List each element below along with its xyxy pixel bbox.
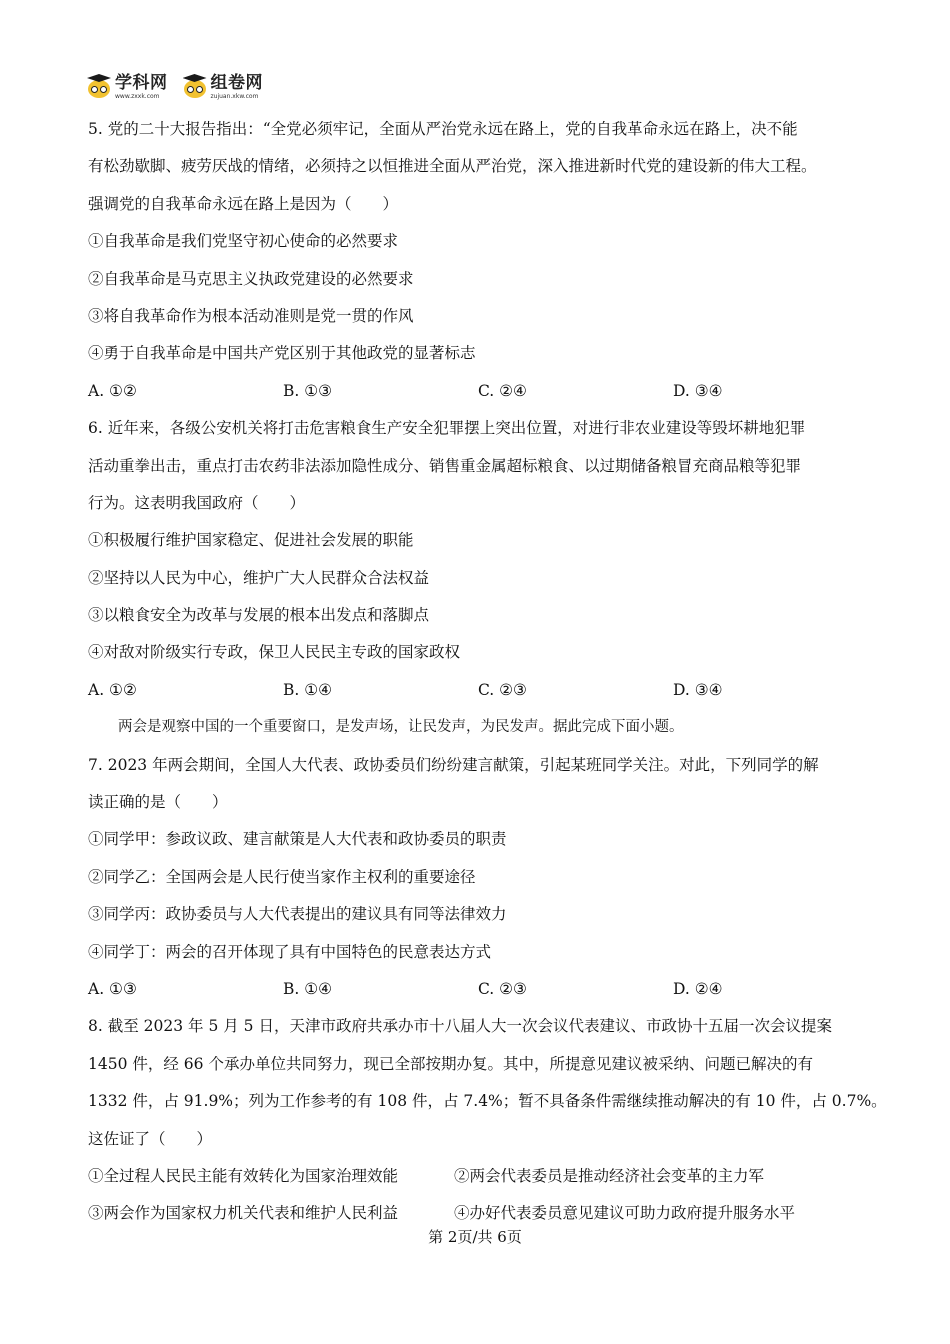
zxxk-logo [86, 74, 168, 100]
statement: ④勇于自我革命是中国共产党区别于其他政党的显著标志 [88, 344, 476, 363]
statement: ④同学丁：两会的召开体现了具有中国特色的民意表达方式 [88, 942, 492, 961]
statement: ②两会代表委员是推动经济社会变革的主力军 [454, 1166, 765, 1185]
question-stem-line: 读正确的是（ ） [88, 793, 228, 812]
statement: ④办好代表委员意见建议可助力政府提升服务水平 [454, 1204, 796, 1223]
statement: ③将自我革命作为根本活动准则是党一贯的作风 [88, 306, 414, 325]
question-stem-line: 1332 件，占 91.9%；列为工作参考的有 108 件，占 7.4%；暂不具备条件需继续推动解决的有 10 件，占 0.7%。 [88, 1092, 887, 1111]
option-b: B. ①③ [283, 381, 333, 400]
statement-row [88, 1163, 868, 1200]
page-number: 第 2页/共 6页 [428, 1228, 522, 1246]
question-stem-line: 强调党的自我革命永远在路上是因为（ ） [88, 194, 399, 213]
option-a: A. ①③ [88, 979, 137, 998]
question-6 [88, 415, 868, 714]
statement: ②坚持以人民为中心，维护广大人民群众合法权益 [88, 568, 430, 587]
question-stem-line: 5. 党的二十大报告指出：“全党必须牢记，全面从严治党永远在路上，党的自我革命永远在路上，决不能 [88, 120, 798, 138]
header-logos [86, 70, 263, 104]
option-c: C. ②③ [478, 979, 527, 998]
question-8 [88, 1013, 887, 1237]
question-stem-line: 6. 近年来，各级公安机关将打击危害粮食生产安全犯罪摆上突出位置，对进行非农业建设等毁坏耕地犯罪 [88, 419, 806, 438]
statement: ②同学乙：全国两会是人民行使当家作主权利的重要途径 [88, 867, 476, 886]
option-b: B. ①④ [283, 680, 333, 699]
statement: ①自我革命是我们党坚守初心使命的必然要求 [88, 232, 399, 251]
logo-name: 组卷网 [210, 72, 263, 93]
option-d: D. ③④ [673, 381, 723, 400]
logo-name: 学科网 [115, 72, 168, 93]
answer-options [88, 976, 868, 1013]
option-c: C. ②④ [478, 381, 527, 400]
option-d: D. ②④ [673, 979, 723, 998]
statement: ①同学甲：参政议政、建言献策是人大代表和政协委员的职责 [88, 830, 507, 849]
option-c: C. ②③ [478, 680, 527, 699]
question-7 [88, 752, 868, 1014]
zujuan-logo [182, 74, 264, 100]
mascot-icon [86, 74, 112, 100]
question-stem-line: 行为。这表明我国政府（ ） [88, 493, 306, 512]
statement: ③同学丙：政协委员与人大代表提出的建议具有同等法律效力 [88, 905, 507, 924]
question-5 [88, 116, 868, 415]
statement: ③两会作为国家权力机关代表和维护人民利益 [88, 1204, 399, 1223]
option-a: A. ①② [88, 381, 137, 400]
question-stem-line: 8. 截至 2023 年 5 月 5 日，天津市政府共承办市十八届人大一次会议代表建议、市政协十五届一次会议提案 [88, 1017, 832, 1036]
statement: ②自我革命是马克思主义执政党建设的必然要求 [88, 269, 414, 288]
group-intro: 两会是观察中国的一个重要窗口，是发声场，让民发声，为民发声。据此完成下面小题。 [118, 719, 684, 736]
exam-content [88, 116, 887, 1238]
question-stem-line: 活动重拳出击，重点打击农药非法添加隐性成分、销售重金属超标粮食、以过期储备粮冒充商品粮等犯罪 [88, 456, 802, 475]
question-stem-line: 这佐证了（ ） [88, 1129, 213, 1148]
answer-options [88, 677, 868, 714]
statement: ③以粮食安全为改革与发展的根本出发点和落脚点 [88, 606, 430, 625]
option-d: D. ③④ [673, 680, 723, 699]
question-stem-line: 7. 2023 年两会期间，全国人大代表、政协委员们纷纷建言献策，引起某班同学关注。对此，下列同学的解 [88, 755, 819, 774]
logo-url: zujuan.xkw.com [210, 92, 259, 100]
logo-url: www.zxxk.com [115, 92, 160, 100]
statement: ①全过程人民民主能有效转化为国家治理效能 [88, 1166, 399, 1185]
option-b: B. ①④ [283, 979, 333, 998]
question-stem-line: 1450 件，经 66 个承办单位共同努力，现已全部按期办复。其中，所提意见建议被采纳、问题已解决的有 [88, 1054, 813, 1073]
answer-options [88, 378, 868, 415]
statement: ①积极履行维护国家稳定、促进社会发展的职能 [88, 531, 414, 550]
mascot-icon [182, 74, 208, 100]
option-a: A. ①② [88, 680, 137, 699]
question-stem-line: 有松劲歇脚、疲劳厌战的情绪，必须持之以恒推进全面从严治党，深入推进新时代党的建设新的伟大工程。 [88, 157, 817, 176]
statement: ④对敌对阶级实行专政，保卫人民民主专政的国家政权 [88, 643, 461, 662]
